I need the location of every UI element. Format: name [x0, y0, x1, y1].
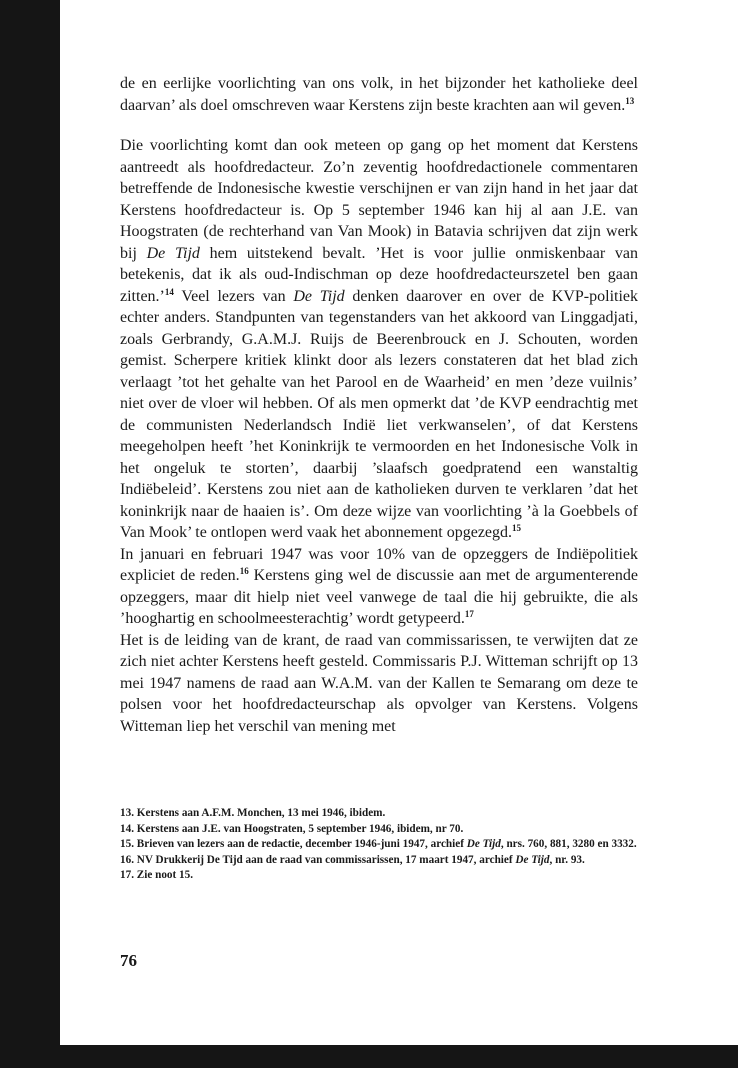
text-run: Het is de leiding van de krant, de raad van commissarissen, te verwijten dat ze zich niet achter Kerstens heeft gesteld. Commissaris P.J. Witteman schrijft op 13 mei 1947 namens de raad aan W.A.M. van der Kallen te Semarang om deze te polsen voor het hoofdredacteurschap als opvolger van Kerstens. Volgens Witteman liep het verschil van mening met — [120, 631, 638, 735]
text-run: denken daarover en over de KVP-politiek echter anders. Standpunten van tegenstanders van het akkoord van Linggadjati, zoals Gerbrandy, G.A.M.J. Ruijs de Beerenbrouck en J. Schouten, worden gemist. Scherpere kritiek klinkt door als lezers constateren dat het blad zich verlaagt ’tot het gehalte van het Parool en de Waarheid’ en men ’deze vuilnis’ niet over de vloer wil hebben. Of als men opmerkt dat ’de KVP eendrachtig met de communisten Nederlandsch Indië liet verkwanselen’, of dat Kerstens meegeholpen heeft ’het Koninkrijk te vermoorden en het Indonesische Volk in het ongeluk te storten’, daarbij ’slaafsch goedpratend een wanstaltig Indiëbeleid’. Kerstens zou niet aan de katholieken durven te verklaren ’dat het koninkrijk naar de haaien is’. Om deze wijze van voorlichting ’à la Goebbels of Van Mook’ te ontlopen werd vaak het abonnement opgezegd. — [120, 287, 639, 541]
text-run: 13. Kerstens aan A.F.M. Monchen, 13 mei 1946, ibidem. — [120, 807, 386, 819]
text-run: 14. Kerstens aan J.E. van Hoogstraten, 5 september 1946, ibidem, nr 70. — [120, 822, 464, 835]
footnote-reference: 14 — [164, 286, 174, 297]
text-run: hem uitstekend bevalt. ’Het is voor jullie onmiskenbaar van betekenis, dat ik als oud-Indischman op deze hoofdredacteurszetel ben gaan zitten.’ — [120, 244, 639, 305]
paragraph — [120, 73, 638, 116]
body-text — [120, 73, 638, 737]
italic-title: De Tijd — [515, 853, 550, 866]
text-run: Kerstens ging wel de discussie aan met de argumenterende opzeggers, maar dit hielp niet veel vanwege de taal die hij gebruikte, die als ’hooghartig en schoolmeesterachtig’ wordt getypeerd. — [120, 567, 639, 627]
footnotes — [120, 806, 640, 884]
footnote — [120, 837, 640, 853]
footnote-reference: 17 — [464, 609, 474, 619]
italic-title: De Tijd — [466, 838, 501, 851]
text-run: , nrs. 760, 881, 3280 en 3332. — [500, 838, 637, 851]
scan-border-bottom — [0, 1045, 738, 1068]
text-run: 16. NV Drukkerij De Tijd aan de raad van commissarissen, 17 maart 1947, archief — [120, 853, 516, 866]
text-run: 17. Zie noot 15. — [120, 869, 194, 882]
text-run: , nr. 93. — [549, 853, 585, 866]
text-run: Veel lezers van — [173, 287, 294, 305]
paragraph — [120, 135, 638, 544]
text-run: 15. Brieven van lezers aan de redactie, december 1946-juni 1947, archief — [120, 838, 467, 851]
paragraph — [120, 630, 638, 738]
scan-border-left — [0, 0, 60, 1068]
text-run: Die voorlichting komt dan ook meteen op gang op het moment dat Kerstens aantreedt als hoofdredacteur. Zo’n zeventig hoofdredactionele commentaren betreffende de Indonesische kwestie verschijnen er van zijn hand in het jaar dat Kerstens hoofdredacteur is. Op 5 september 1946 kan hij al aan J.E. van Hoogstraten (de rechterhand van Van Mook) in Batavia schrijven dat zijn werk bij — [120, 137, 638, 262]
footnote — [120, 806, 640, 822]
footnote — [120, 868, 640, 884]
footnote — [120, 853, 640, 869]
page-number: 76 — [120, 951, 137, 970]
text-run: In januari en februari 1947 was voor 10% van de opzeggers de Indiëpolitiek expliciet de reden. — [120, 545, 638, 584]
text-run: de en eerlijke voorlichting van ons volk, in het bijzonder het katholieke deel daarvan’ als doel omschreven waar Kerstens zijn beste krachten aan wil geven. — [120, 75, 638, 114]
footnote-reference: 16 — [239, 566, 249, 576]
footnote-reference: 15 — [512, 523, 522, 533]
footnote — [120, 822, 640, 838]
paragraph — [120, 544, 638, 630]
italic-title: De Tijd — [146, 244, 200, 262]
italic-title: De Tijd — [293, 287, 345, 305]
footnote-reference: 13 — [625, 95, 635, 106]
